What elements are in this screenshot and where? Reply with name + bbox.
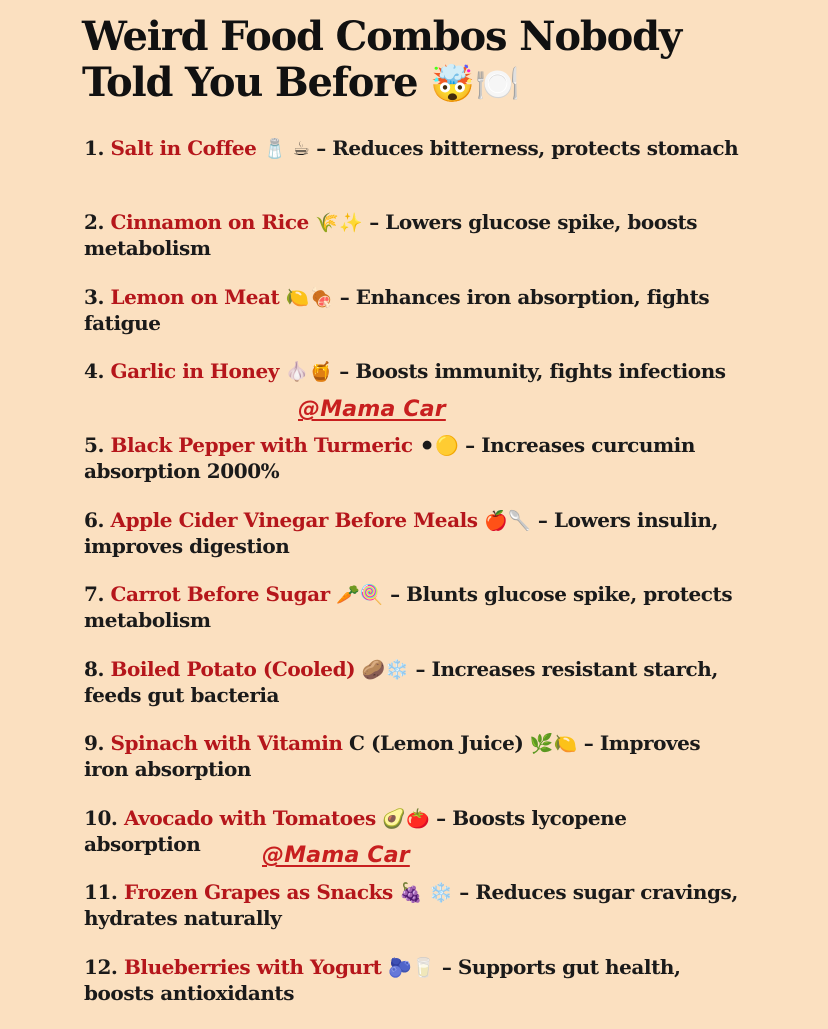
apple-spoon-icon: 🍎🥄	[484, 510, 532, 532]
list-item	[84, 508, 744, 559]
list-item	[84, 880, 744, 931]
item-number: 12.	[84, 955, 118, 979]
watermark: @Mama Car	[298, 397, 446, 422]
watermark: @Mama Car	[262, 843, 410, 868]
item-name: Boiled Potato (Cooled)	[110, 657, 356, 681]
garlic-honey-icon: 🧄🍯	[285, 361, 333, 383]
list-item	[84, 359, 744, 385]
carrot-lollipop-icon: 🥕🍭	[336, 584, 384, 606]
avocado-tomato-icon: 🥑🍅	[382, 808, 430, 830]
potato-snowflake-icon: 🥔❄️	[361, 659, 409, 681]
item-name: Blueberries with Yogurt	[123, 955, 382, 979]
item-number: 6.	[84, 508, 104, 532]
item-name: Salt in Coffee	[110, 136, 257, 160]
item-description: – Supports gut health, boosts antioxidants	[84, 955, 681, 1005]
page-title-text: Weird Food Combos Nobody Told You Before	[82, 13, 681, 106]
item-description: – Enhances iron absorption, fights fatigue	[84, 285, 710, 335]
item-name: Apple Cider Vinegar Before Meals	[110, 508, 478, 532]
list-item	[84, 210, 744, 261]
item-description: – Lowers insulin, improves digestion	[84, 508, 718, 558]
title-emoji-icon: 🤯🍽️	[430, 64, 520, 105]
herb-lemon-icon: 🌿🍋	[529, 733, 578, 755]
item-name: Carrot Before Sugar	[110, 582, 330, 606]
lemon-meat-icon: 🍋🍖	[285, 287, 334, 309]
item-number: 4.	[84, 359, 104, 383]
item-description: – Lowers glucose spike, boosts metabolism	[84, 210, 698, 260]
item-number: 3.	[84, 285, 104, 309]
list-item	[84, 582, 744, 633]
pepper-turmeric-icon: ⚫🟡	[419, 435, 459, 457]
list-item	[84, 955, 744, 1006]
item-description: C (Lemon Juice)	[349, 731, 524, 755]
item-name: Lemon on Meat	[110, 285, 280, 309]
item-number: 7.	[84, 582, 104, 606]
page-title	[82, 14, 782, 108]
item-number: 8.	[84, 657, 104, 681]
item-description: – Increases resistant starch, feeds gut bacteria	[84, 657, 718, 707]
list-item	[84, 285, 744, 336]
item-description: – Boosts immunity, fights infections	[339, 359, 726, 383]
list-item	[84, 433, 744, 484]
blueberries-milk-icon: 🫐🥛	[387, 957, 436, 979]
item-name: Black Pepper with Turmeric	[110, 433, 413, 457]
item-description: – Increases curcumin absorption 2000%	[84, 433, 695, 483]
item-name: Avocado with Tomatoes	[123, 806, 376, 830]
salt-coffee-icon: 🧂 ☕	[262, 138, 310, 160]
grapes-snowflake-icon: 🍇 ❄️	[399, 882, 453, 904]
item-number: 11.	[84, 880, 118, 904]
item-name: Spinach with Vitamin	[110, 731, 343, 755]
list-item	[84, 657, 744, 708]
item-number: 5.	[84, 433, 104, 457]
item-description: – Reduces sugar cravings, hydrates naturally	[84, 880, 738, 930]
item-number: 2.	[84, 210, 104, 234]
item-name: Frozen Grapes as Snacks	[123, 880, 393, 904]
item-description: – Boosts lycopene absorption	[84, 806, 627, 856]
list-item	[84, 731, 744, 782]
item-name: Garlic in Honey	[110, 359, 279, 383]
item-number: 1.	[84, 136, 104, 160]
list-item	[84, 806, 744, 857]
item-description: – Reduces bitterness, protects stomach	[316, 136, 739, 160]
rice-sparkles-icon: 🌾✨	[315, 212, 363, 234]
item-description-2: – Improves iron absorption	[84, 731, 701, 781]
item-name: Cinnamon on Rice	[110, 210, 309, 234]
list-item	[84, 136, 744, 162]
item-number: 10.	[84, 806, 118, 830]
item-description: – Blunts glucose spike, protects metabolism	[84, 582, 733, 632]
item-number: 9.	[84, 731, 104, 755]
